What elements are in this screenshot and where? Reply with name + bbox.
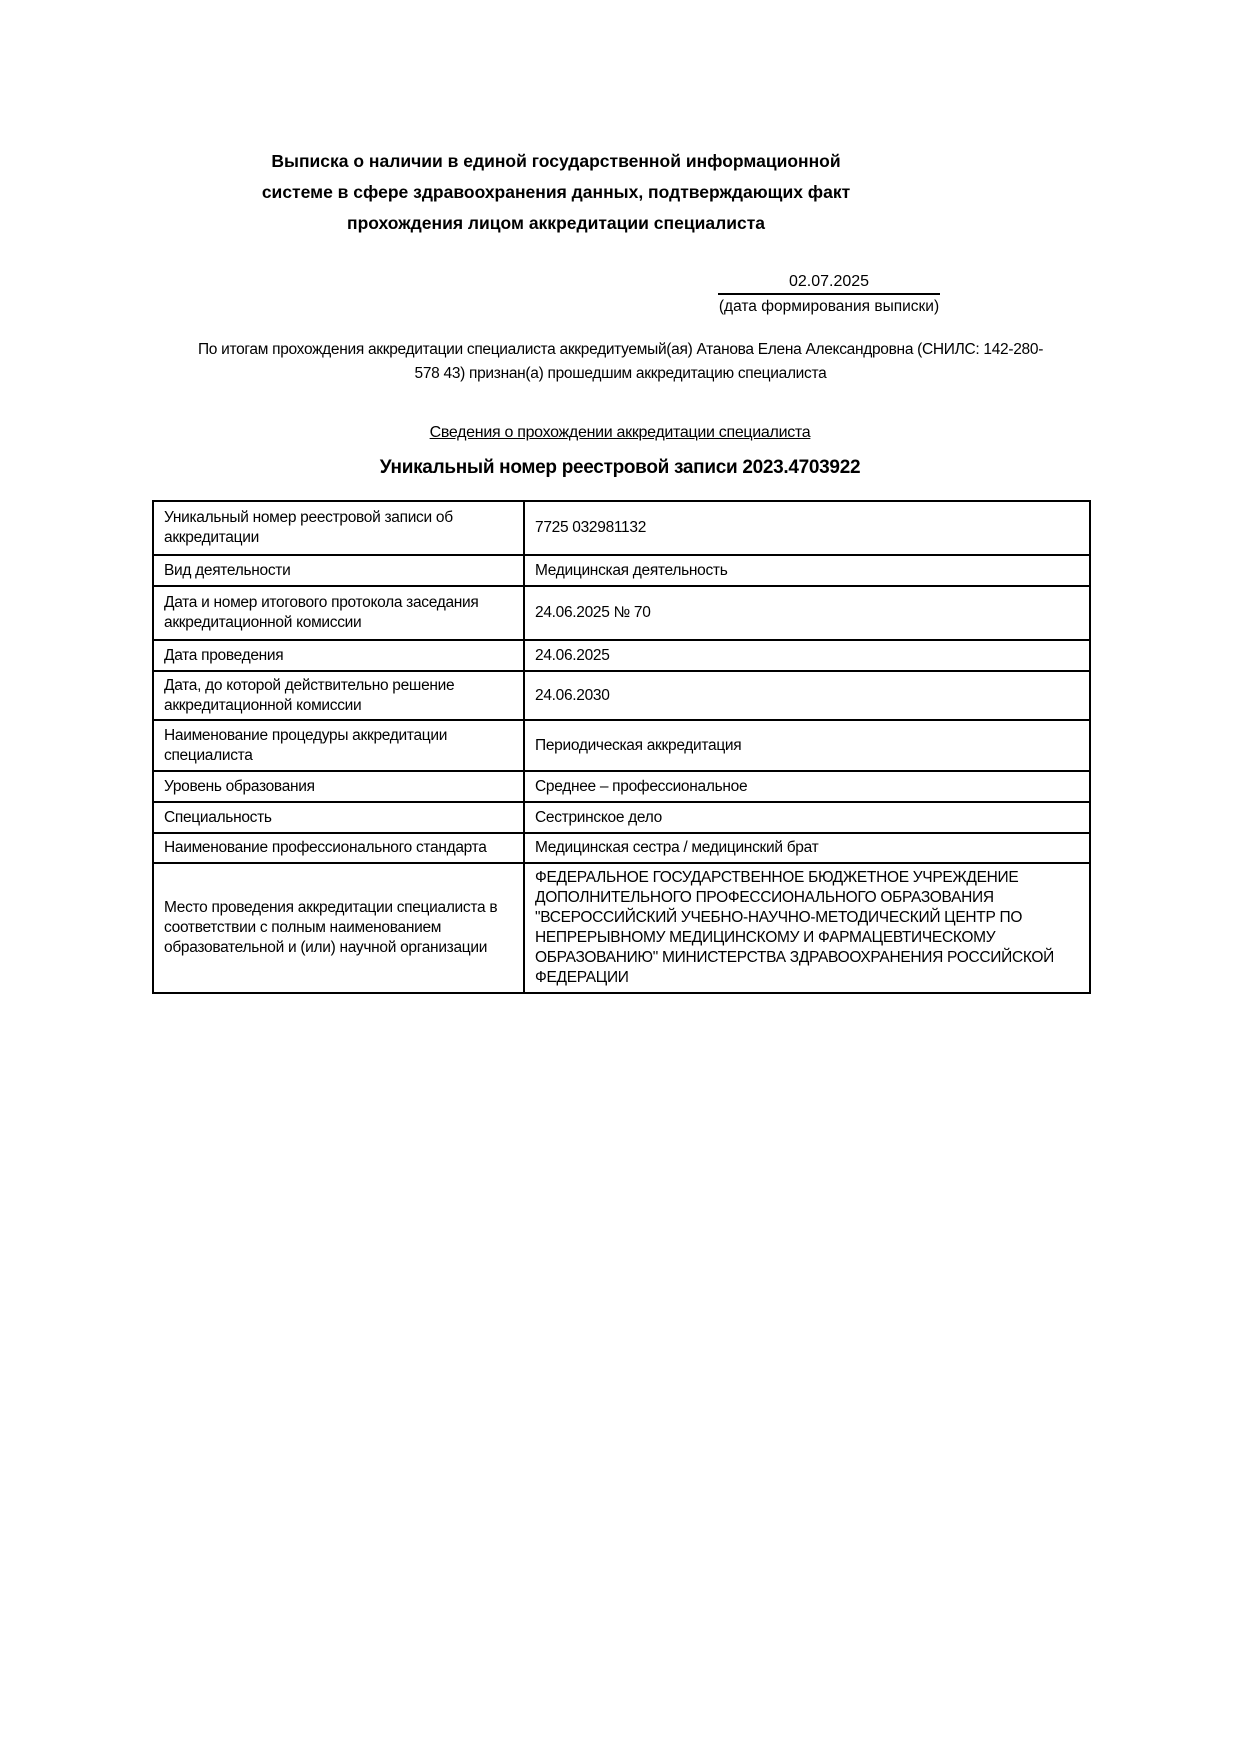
row-value: Медицинская деятельность — [524, 555, 1090, 586]
table-row — [153, 501, 1090, 555]
row-value: Медицинская сестра / медицинский брат — [524, 833, 1090, 863]
row-label: Дата и номер итогового протокола заседания аккредитационной комиссии — [153, 586, 524, 640]
row-value: Периодическая аккредитация — [524, 720, 1090, 771]
row-label: Дата, до которой действительно решение аккредитационной комиссии — [153, 671, 524, 720]
accreditation-table — [152, 500, 1091, 994]
row-value: 24.06.2025 — [524, 640, 1090, 671]
row-value: 24.06.2025 № 70 — [524, 586, 1090, 640]
registry-number-heading: Уникальный номер реестровой записи 2023.4703922 — [379, 457, 861, 478]
table-row — [153, 802, 1090, 833]
row-label: Уникальный номер реестровой записи об аккредитации — [153, 501, 524, 555]
row-value: 7725 032981132 — [524, 501, 1090, 555]
row-value: 24.06.2030 — [524, 671, 1090, 720]
table-row — [153, 555, 1090, 586]
table-row — [153, 720, 1090, 771]
extract-date: 02.07.2025 — [718, 272, 940, 295]
accreditation-table-body — [153, 501, 1090, 993]
title-line: системе в сфере здравоохранения данных, подтверждающих факт — [261, 182, 851, 202]
extract-date-block — [712, 272, 946, 316]
row-label: Наименование процедуры аккредитации специалиста — [153, 720, 524, 771]
section-heading: Сведения о прохождении аккредитации специалиста — [429, 424, 811, 441]
row-value: Сестринское дело — [524, 802, 1090, 833]
table-row — [153, 671, 1090, 720]
row-value: Среднее – профессиональное — [524, 771, 1090, 802]
accreditation-result-paragraph: По итогам прохождения аккредитации специалиста аккредитуемый(ая) Атанова Елена Александровна (СНИЛС: 142-280-578 43) признан(а) прошедшим аккредитацию специалиста — [197, 341, 1044, 382]
table-row — [153, 771, 1090, 802]
title-line: прохождения лицом аккредитации специалиста — [347, 213, 765, 233]
table-row — [153, 833, 1090, 863]
row-label: Вид деятельности — [153, 555, 524, 586]
title-line: Выписка о наличии в единой государственной информационной — [271, 151, 841, 171]
table-row — [153, 640, 1090, 671]
row-label: Специальность — [153, 802, 524, 833]
date-caption: (дата формирования выписки) — [718, 298, 940, 315]
row-label: Наименование профессионального стандарта — [153, 833, 524, 863]
document-title — [0, 146, 1112, 239]
row-label: Место проведения аккредитации специалиста в соответствии с полным наименованием образовательной и (или) научной организации — [153, 863, 524, 993]
row-value: ФЕДЕРАЛЬНОЕ ГОСУДАРСТВЕННОЕ БЮДЖЕТНОЕ УЧРЕЖДЕНИЕ ДОПОЛНИТЕЛЬНОГО ПРОФЕССИОНАЛЬНОГО ОБРАЗОВАНИЯ "ВСЕРОССИЙСКИЙ УЧЕБНО-НАУЧНО-МЕТОДИЧЕСКИЙ ЦЕНТР ПО НЕПРЕРЫВНОМУ МЕДИЦИНСКОМУ И ФАРМАЦЕВТИЧЕСКОМУ ОБРАЗОВАНИЮ" МИНИСТЕРСТВА ЗДРАВООХРАНЕНИЯ РОССИЙСКОЙ ФЕДЕРАЦИИ — [524, 863, 1090, 993]
table-row — [153, 863, 1090, 993]
table-row — [153, 586, 1090, 640]
row-label: Дата проведения — [153, 640, 524, 671]
row-label: Уровень образования — [153, 771, 524, 802]
